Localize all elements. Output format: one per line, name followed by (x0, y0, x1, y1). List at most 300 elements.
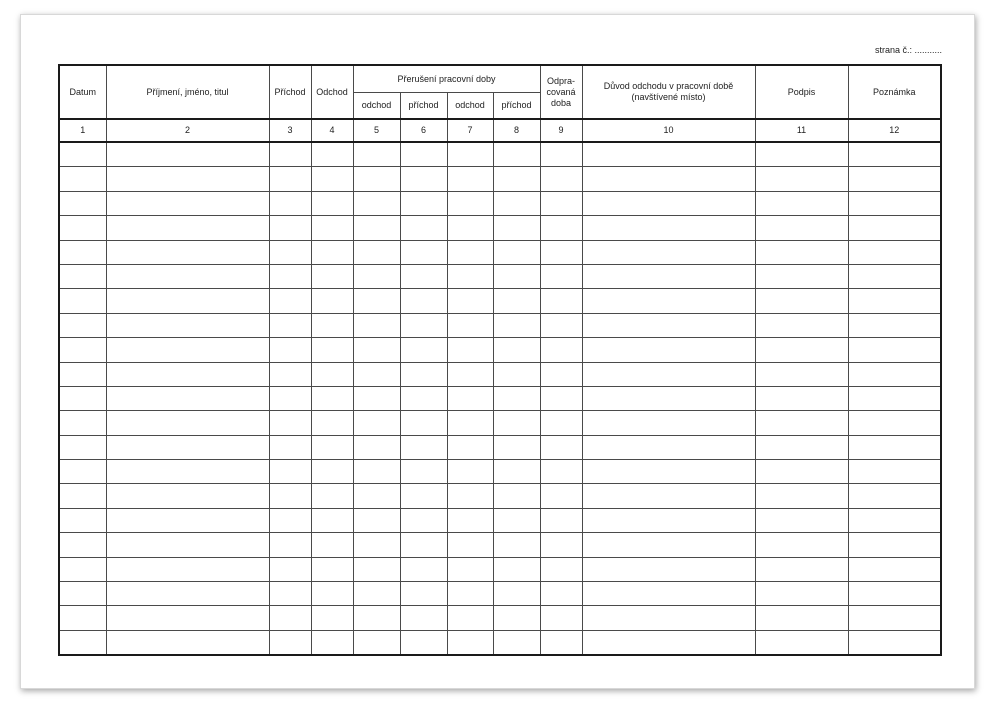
entry-cell[interactable] (848, 386, 941, 410)
entry-cell[interactable] (311, 435, 353, 459)
entry-cell[interactable] (493, 191, 540, 215)
entry-cell[interactable] (755, 508, 848, 532)
entry-cell[interactable] (269, 289, 311, 313)
entry-cell[interactable] (447, 216, 493, 240)
entry-cell[interactable] (447, 508, 493, 532)
table-row (59, 142, 941, 167)
table-row (59, 484, 941, 508)
entry-cell[interactable] (755, 557, 848, 581)
entry-cell[interactable] (755, 362, 848, 386)
entry-cell[interactable] (447, 435, 493, 459)
entry-cell[interactable] (400, 606, 447, 630)
entry-cell[interactable] (447, 557, 493, 581)
entry-cell[interactable] (755, 240, 848, 264)
entry-cell[interactable] (400, 313, 447, 337)
entry-cell[interactable] (106, 338, 269, 362)
entry-cell[interactable] (540, 240, 582, 264)
entry-cell[interactable] (353, 557, 400, 581)
entry-cell[interactable] (106, 435, 269, 459)
entry-cell[interactable] (353, 216, 400, 240)
entry-cell[interactable] (582, 167, 755, 191)
entry-cell[interactable] (755, 216, 848, 240)
entry-cell[interactable] (269, 191, 311, 215)
entry-cell[interactable] (400, 216, 447, 240)
entry-cell[interactable] (106, 289, 269, 313)
entry-cell[interactable] (59, 460, 106, 484)
entry-cell[interactable] (311, 582, 353, 606)
entry-cell[interactable] (540, 606, 582, 630)
entry-cell[interactable] (59, 240, 106, 264)
entry-cell[interactable] (848, 264, 941, 288)
entry-cell[interactable] (106, 582, 269, 606)
header-reason-line2: (navštívené místo) (631, 92, 706, 102)
entry-cell[interactable] (400, 338, 447, 362)
entry-cell[interactable] (755, 533, 848, 557)
entry-cell[interactable] (311, 264, 353, 288)
entry-cell[interactable] (848, 533, 941, 557)
entry-cell[interactable] (582, 338, 755, 362)
entry-cell[interactable] (353, 435, 400, 459)
entry-cell[interactable] (582, 240, 755, 264)
entry-cell[interactable] (106, 460, 269, 484)
entry-cell[interactable] (447, 167, 493, 191)
entry-cell[interactable] (311, 191, 353, 215)
entry-cell[interactable] (106, 484, 269, 508)
entry-cell[interactable] (59, 191, 106, 215)
entry-cell[interactable] (400, 630, 447, 655)
entry-cell[interactable] (582, 508, 755, 532)
header-datum: Datum (59, 65, 106, 119)
entry-cell[interactable] (582, 606, 755, 630)
entry-cell[interactable] (59, 411, 106, 435)
entry-cell[interactable] (353, 142, 400, 167)
entry-cell[interactable] (106, 386, 269, 410)
entry-cell[interactable] (755, 142, 848, 167)
attendance-table (58, 64, 942, 656)
entry-cell[interactable] (269, 216, 311, 240)
column-number: 1 (59, 119, 106, 142)
entry-cell[interactable] (269, 533, 311, 557)
entry-cell[interactable] (400, 289, 447, 313)
entry-cell[interactable] (106, 313, 269, 337)
entry-cell[interactable] (848, 313, 941, 337)
entry-cell[interactable] (311, 484, 353, 508)
entry-cell[interactable] (59, 142, 106, 167)
entry-cell[interactable] (540, 582, 582, 606)
entry-cell[interactable] (493, 630, 540, 655)
header-note: Poznámka (848, 65, 941, 119)
column-number: 4 (311, 119, 353, 142)
entry-cell[interactable] (353, 606, 400, 630)
entry-cell[interactable] (59, 362, 106, 386)
entry-cell[interactable] (582, 289, 755, 313)
entry-cell[interactable] (540, 264, 582, 288)
entry-cell[interactable] (269, 435, 311, 459)
header-name: Příjmení, jméno, titul (106, 65, 269, 119)
entry-cell[interactable] (106, 411, 269, 435)
entry-cell[interactable] (540, 216, 582, 240)
entry-cell[interactable] (269, 338, 311, 362)
column-number: 6 (400, 119, 447, 142)
entry-cell[interactable] (755, 289, 848, 313)
entry-cell[interactable] (59, 484, 106, 508)
entry-cell[interactable] (540, 386, 582, 410)
entry-cell[interactable] (447, 484, 493, 508)
entry-cell[interactable] (353, 313, 400, 337)
entry-cell[interactable] (848, 411, 941, 435)
entry-cell[interactable] (447, 313, 493, 337)
entry-cell[interactable] (582, 313, 755, 337)
entry-cell[interactable] (353, 630, 400, 655)
entry-cell[interactable] (106, 362, 269, 386)
entry-cell[interactable] (353, 386, 400, 410)
entry-cell[interactable] (353, 240, 400, 264)
entry-cell[interactable] (269, 362, 311, 386)
entry-cell[interactable] (447, 582, 493, 606)
entry-cell[interactable] (353, 508, 400, 532)
entry-cell[interactable] (755, 338, 848, 362)
entry-cell[interactable] (540, 484, 582, 508)
entry-cell[interactable] (400, 240, 447, 264)
entry-cell[interactable] (400, 484, 447, 508)
entry-cell[interactable] (493, 289, 540, 313)
entry-cell[interactable] (353, 411, 400, 435)
entry-cell[interactable] (400, 533, 447, 557)
table-row (59, 167, 941, 191)
header-reason-line1: Důvod odchodu v pracovní době (603, 81, 734, 91)
entry-cell[interactable] (353, 533, 400, 557)
entry-cell[interactable] (582, 264, 755, 288)
column-number: 11 (755, 119, 848, 142)
entry-cell[interactable] (269, 167, 311, 191)
column-number: 8 (493, 119, 540, 142)
table-row (59, 411, 941, 435)
entry-cell[interactable] (447, 460, 493, 484)
entry-cell[interactable] (493, 313, 540, 337)
column-number: 9 (540, 119, 582, 142)
entry-cell[interactable] (59, 557, 106, 581)
entry-cell[interactable] (540, 167, 582, 191)
header-interruption-group: Přerušení pracovní doby (353, 65, 540, 93)
entry-cell[interactable] (755, 386, 848, 410)
entry-cell[interactable] (447, 240, 493, 264)
entry-cell[interactable] (848, 508, 941, 532)
entry-cell[interactable] (848, 240, 941, 264)
entry-cell[interactable] (106, 191, 269, 215)
entry-cell[interactable] (540, 411, 582, 435)
entry-cell[interactable] (106, 557, 269, 581)
entry-cell[interactable] (59, 338, 106, 362)
entry-cell[interactable] (311, 313, 353, 337)
entry-cell[interactable] (493, 167, 540, 191)
entry-cell[interactable] (848, 557, 941, 581)
entry-cell[interactable] (59, 386, 106, 410)
entry-cell[interactable] (493, 216, 540, 240)
entry-cell[interactable] (447, 630, 493, 655)
table-row (59, 508, 941, 532)
column-number: 12 (848, 119, 941, 142)
entry-cell[interactable] (106, 142, 269, 167)
table-row (59, 630, 941, 655)
entry-cell[interactable] (269, 630, 311, 655)
entry-cell[interactable] (540, 557, 582, 581)
entry-cell[interactable] (755, 264, 848, 288)
entry-cell[interactable] (269, 411, 311, 435)
entry-cell[interactable] (447, 362, 493, 386)
column-number: 3 (269, 119, 311, 142)
entry-cell[interactable] (540, 630, 582, 655)
entry-cell[interactable] (848, 289, 941, 313)
entry-cell[interactable] (106, 264, 269, 288)
entry-cell[interactable] (269, 264, 311, 288)
entry-cell[interactable] (582, 630, 755, 655)
entry-cell[interactable] (582, 533, 755, 557)
entry-cell[interactable] (755, 167, 848, 191)
entry-cell[interactable] (848, 606, 941, 630)
entry-cell[interactable] (311, 240, 353, 264)
table-row (59, 313, 941, 337)
entry-cell[interactable] (540, 338, 582, 362)
entry-cell[interactable] (582, 362, 755, 386)
entry-cell[interactable] (269, 484, 311, 508)
header-odchod: Odchod (311, 65, 353, 119)
entry-cell[interactable] (540, 435, 582, 459)
entry-cell[interactable] (59, 289, 106, 313)
entry-cell[interactable] (59, 533, 106, 557)
entry-cell[interactable] (269, 386, 311, 410)
entry-cell[interactable] (353, 484, 400, 508)
entry-cell[interactable] (447, 386, 493, 410)
entry-cell[interactable] (106, 533, 269, 557)
header-signature: Podpis (755, 65, 848, 119)
entry-cell[interactable] (447, 338, 493, 362)
entry-cell[interactable] (493, 460, 540, 484)
table-row (59, 435, 941, 459)
entry-cell[interactable] (493, 484, 540, 508)
entry-cell[interactable] (353, 460, 400, 484)
entry-cell[interactable] (311, 508, 353, 532)
entry-cell[interactable] (400, 167, 447, 191)
entry-cell[interactable] (582, 582, 755, 606)
entry-cell[interactable] (400, 411, 447, 435)
entry-cell[interactable] (106, 630, 269, 655)
entry-cell[interactable] (582, 411, 755, 435)
entry-cell[interactable] (582, 142, 755, 167)
form-sheet (20, 14, 975, 689)
entry-cell[interactable] (755, 606, 848, 630)
column-number: 2 (106, 119, 269, 142)
entry-cell[interactable] (582, 460, 755, 484)
header-interruption-odchod-2: odchod (447, 93, 493, 120)
entry-cell[interactable] (582, 386, 755, 410)
entry-cell[interactable] (540, 508, 582, 532)
entry-cell[interactable] (400, 557, 447, 581)
entry-cell[interactable] (353, 167, 400, 191)
entry-cell[interactable] (400, 264, 447, 288)
entry-cell[interactable] (311, 338, 353, 362)
entry-cell[interactable] (848, 460, 941, 484)
entry-cell[interactable] (755, 484, 848, 508)
entry-cell[interactable] (311, 606, 353, 630)
entry-cell[interactable] (582, 484, 755, 508)
entry-cell[interactable] (106, 167, 269, 191)
entry-cell[interactable] (540, 362, 582, 386)
entry-cell[interactable] (269, 142, 311, 167)
entry-cell[interactable] (755, 411, 848, 435)
entry-cell[interactable] (493, 142, 540, 167)
entry-cell[interactable] (848, 435, 941, 459)
entry-cell[interactable] (493, 362, 540, 386)
entry-cell[interactable] (848, 142, 941, 167)
entry-cell[interactable] (269, 460, 311, 484)
entry-cell[interactable] (447, 142, 493, 167)
entry-cell[interactable] (540, 191, 582, 215)
entry-cell[interactable] (353, 191, 400, 215)
entry-cell[interactable] (400, 435, 447, 459)
entry-cell[interactable] (59, 435, 106, 459)
page-number-label: strana č.: ........... (874, 45, 942, 55)
entry-cell[interactable] (755, 582, 848, 606)
entry-cell[interactable] (269, 557, 311, 581)
entry-cell[interactable] (447, 606, 493, 630)
entry-cell[interactable] (493, 606, 540, 630)
column-number-row (59, 119, 941, 142)
table-row (59, 264, 941, 288)
entry-cell[interactable] (106, 508, 269, 532)
entry-cell[interactable] (848, 191, 941, 215)
entry-cell[interactable] (447, 411, 493, 435)
entry-cell[interactable] (353, 362, 400, 386)
entry-cell[interactable] (59, 216, 106, 240)
entry-cell[interactable] (493, 240, 540, 264)
entry-cell[interactable] (848, 216, 941, 240)
entry-cell[interactable] (311, 289, 353, 313)
entry-rows (59, 142, 941, 655)
table-row (59, 216, 941, 240)
entry-cell[interactable] (493, 435, 540, 459)
header-reason (582, 65, 755, 119)
entry-cell[interactable] (755, 313, 848, 337)
table-row (59, 582, 941, 606)
entry-cell[interactable] (311, 533, 353, 557)
entry-cell[interactable] (353, 582, 400, 606)
entry-cell[interactable] (400, 582, 447, 606)
entry-cell[interactable] (269, 313, 311, 337)
entry-cell[interactable] (447, 264, 493, 288)
entry-cell[interactable] (755, 191, 848, 215)
entry-cell[interactable] (400, 362, 447, 386)
table-row (59, 191, 941, 215)
entry-cell[interactable] (353, 264, 400, 288)
entry-cell[interactable] (106, 240, 269, 264)
entry-cell[interactable] (493, 533, 540, 557)
entry-cell[interactable] (848, 630, 941, 655)
entry-cell[interactable] (848, 362, 941, 386)
entry-cell[interactable] (848, 167, 941, 191)
entry-cell[interactable] (311, 460, 353, 484)
entry-cell[interactable] (493, 386, 540, 410)
entry-cell[interactable] (848, 338, 941, 362)
entry-cell[interactable] (493, 411, 540, 435)
column-number: 7 (447, 119, 493, 142)
entry-cell[interactable] (493, 582, 540, 606)
table-row (59, 240, 941, 264)
entry-cell[interactable] (848, 582, 941, 606)
header-worked-time (540, 65, 582, 119)
entry-cell[interactable] (311, 386, 353, 410)
entry-cell[interactable] (106, 606, 269, 630)
entry-cell[interactable] (582, 435, 755, 459)
entry-cell[interactable] (493, 557, 540, 581)
entry-cell[interactable] (311, 142, 353, 167)
entry-cell[interactable] (59, 264, 106, 288)
entry-cell[interactable] (582, 557, 755, 581)
entry-cell[interactable] (59, 313, 106, 337)
entry-cell[interactable] (400, 191, 447, 215)
entry-cell[interactable] (353, 289, 400, 313)
table-row (59, 606, 941, 630)
entry-cell[interactable] (540, 289, 582, 313)
entry-cell[interactable] (755, 630, 848, 655)
entry-cell[interactable] (400, 142, 447, 167)
entry-cell[interactable] (540, 460, 582, 484)
entry-cell[interactable] (311, 216, 353, 240)
table-row (59, 386, 941, 410)
table-row (59, 289, 941, 313)
entry-cell[interactable] (269, 582, 311, 606)
entry-cell[interactable] (582, 191, 755, 215)
column-number: 10 (582, 119, 755, 142)
entry-cell[interactable] (755, 460, 848, 484)
entry-cell[interactable] (59, 508, 106, 532)
entry-cell[interactable] (493, 338, 540, 362)
entry-cell[interactable] (269, 240, 311, 264)
entry-cell[interactable] (447, 289, 493, 313)
entry-cell[interactable] (311, 630, 353, 655)
header-worked-line1: Odpra- (546, 75, 575, 86)
entry-cell[interactable] (493, 508, 540, 532)
entry-cell[interactable] (540, 533, 582, 557)
entry-cell[interactable] (59, 582, 106, 606)
entry-cell[interactable] (59, 606, 106, 630)
entry-cell[interactable] (311, 557, 353, 581)
entry-cell[interactable] (447, 533, 493, 557)
entry-cell[interactable] (582, 216, 755, 240)
entry-cell[interactable] (353, 338, 400, 362)
entry-cell[interactable] (493, 264, 540, 288)
entry-cell[interactable] (311, 411, 353, 435)
header-worked-line3: doba (550, 97, 572, 108)
entry-cell[interactable] (400, 460, 447, 484)
entry-cell[interactable] (311, 362, 353, 386)
entry-cell[interactable] (848, 484, 941, 508)
entry-cell[interactable] (540, 313, 582, 337)
header-worked-line2: covaná (546, 86, 576, 97)
entry-cell[interactable] (59, 630, 106, 655)
entry-cell[interactable] (755, 435, 848, 459)
entry-cell[interactable] (400, 508, 447, 532)
entry-cell[interactable] (59, 167, 106, 191)
table-row (59, 557, 941, 581)
table-row (59, 362, 941, 386)
entry-cell[interactable] (106, 216, 269, 240)
entry-cell[interactable] (269, 508, 311, 532)
entry-cell[interactable] (311, 167, 353, 191)
entry-cell[interactable] (540, 142, 582, 167)
entry-cell[interactable] (400, 386, 447, 410)
entry-cell[interactable] (447, 191, 493, 215)
entry-cell[interactable] (269, 606, 311, 630)
